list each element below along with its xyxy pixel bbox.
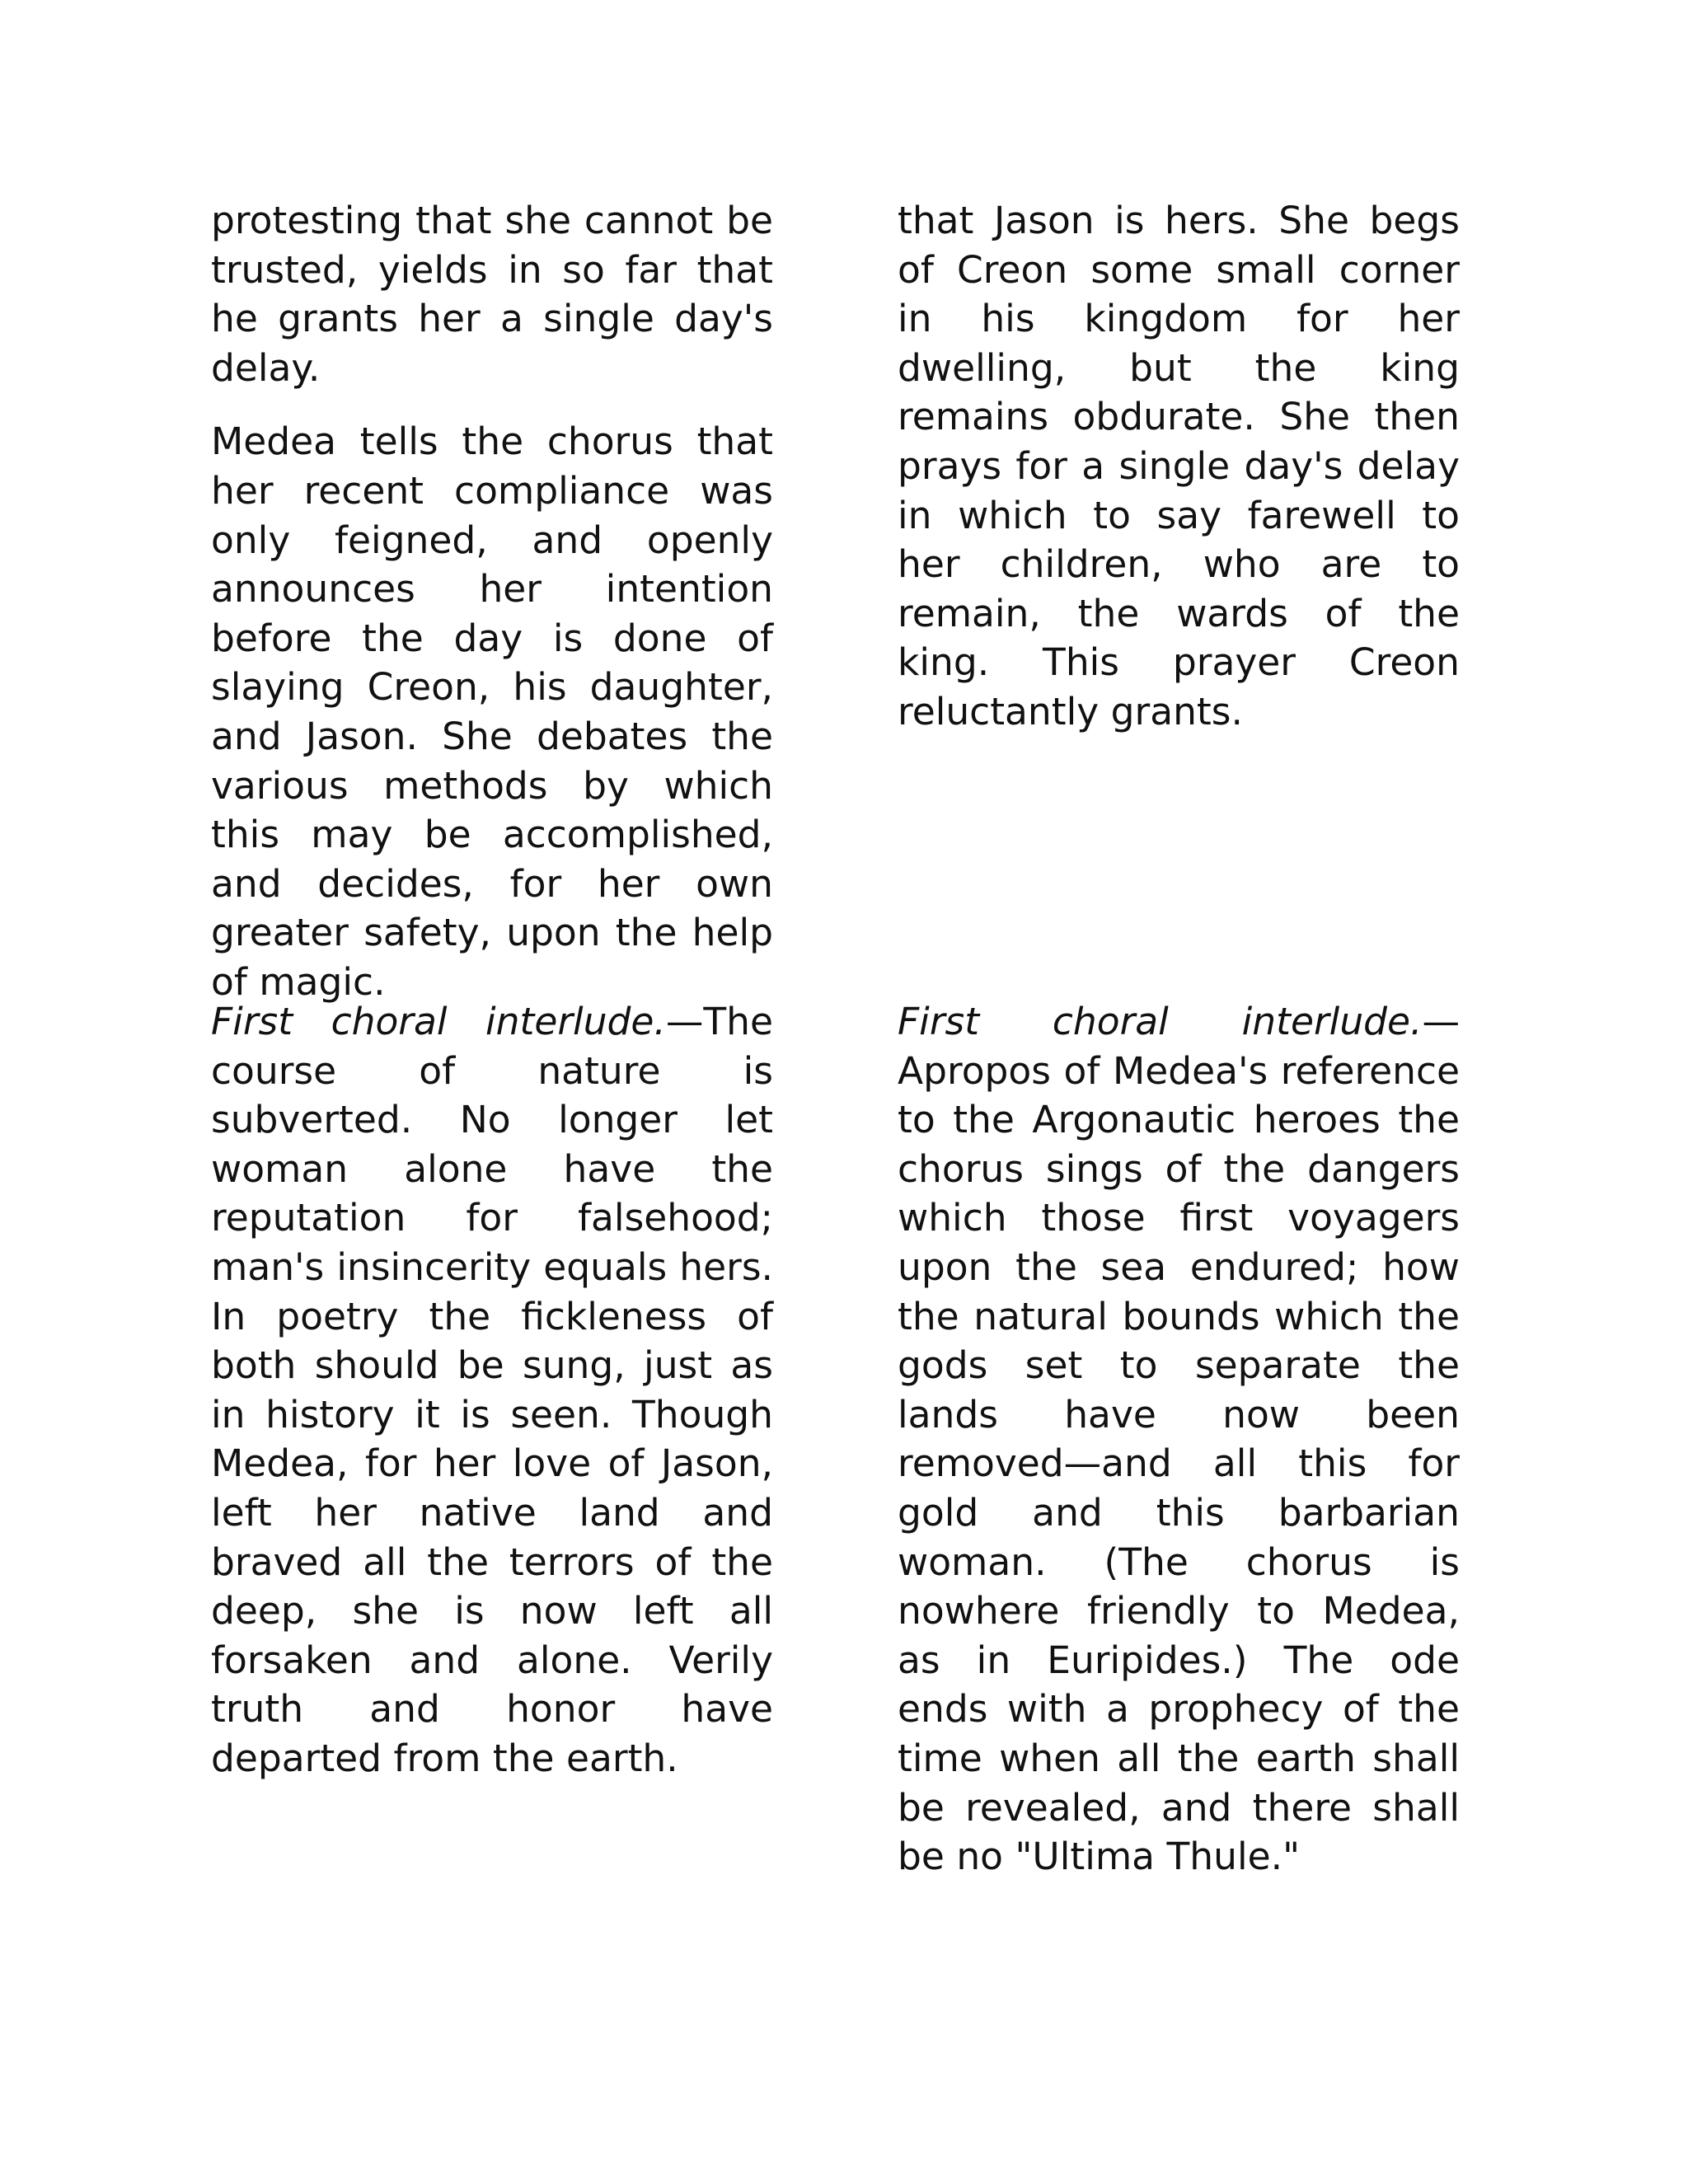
bottom-left-column <box>211 997 773 1808</box>
paragraph-first-choral-interlude-left <box>211 997 773 1783</box>
paragraph-first-choral-interlude-right <box>898 997 1460 1882</box>
interlude-heading: First choral interlude. <box>211 1000 666 1043</box>
interlude-heading: First choral interlude. <box>898 1000 1423 1043</box>
paragraph-medea-intention: Medea tells the chorus that her recent compliance was only feigned, and openly announces her intention before the day is done of slaying Creon, his daughter, and Jason. She debates the various methods by which this may be accomplished, and decides, for her own greater safety, upon the help of magic. <box>211 419 773 1004</box>
paragraph-creon-yields: protesting that she cannot be trusted, yields in so far that he grants her a single day's delay. <box>211 199 773 390</box>
paragraph-medea-begs-creon: that Jason is hers. She begs of Creon some small corner in his kingdom for her dwelling, but the king remains obdurate. She then prays for a single day's delay in which to say farewell to her children, who are to remain, the wards of the king. This prayer Creon reluctantly grants. <box>898 199 1460 733</box>
bottom-right-column <box>898 997 1460 1906</box>
interlude-body: —The course of nature is subverted. No longer let woman alone have the reputation for falsehood; man's insincerity equals hers. In poetry the fickleness of both should be sung, just as in history it is seen. Though Medea, for her love of Jason, left her native land and braved all the terrors of the deep, she is now left all forsaken and alone. Verily truth and honor have departed from the earth. <box>211 1000 773 1780</box>
top-left-column <box>211 196 773 1032</box>
top-right-column <box>898 196 1460 762</box>
interlude-body: — Apropos of Medea's reference to the Argonautic heroes the chorus sings of the dangers which those first voyagers upon the sea endured; how the natural bounds which the gods set to separate the lands have now been removed—and all this for gold and this barbarian woman. (The chorus is nowhere friendly to Medea, as in Euripides.) The ode ends with a prophecy of the time when all the earth shall be revealed, and there shall be no "Ultima Thule." <box>898 1000 1460 1879</box>
